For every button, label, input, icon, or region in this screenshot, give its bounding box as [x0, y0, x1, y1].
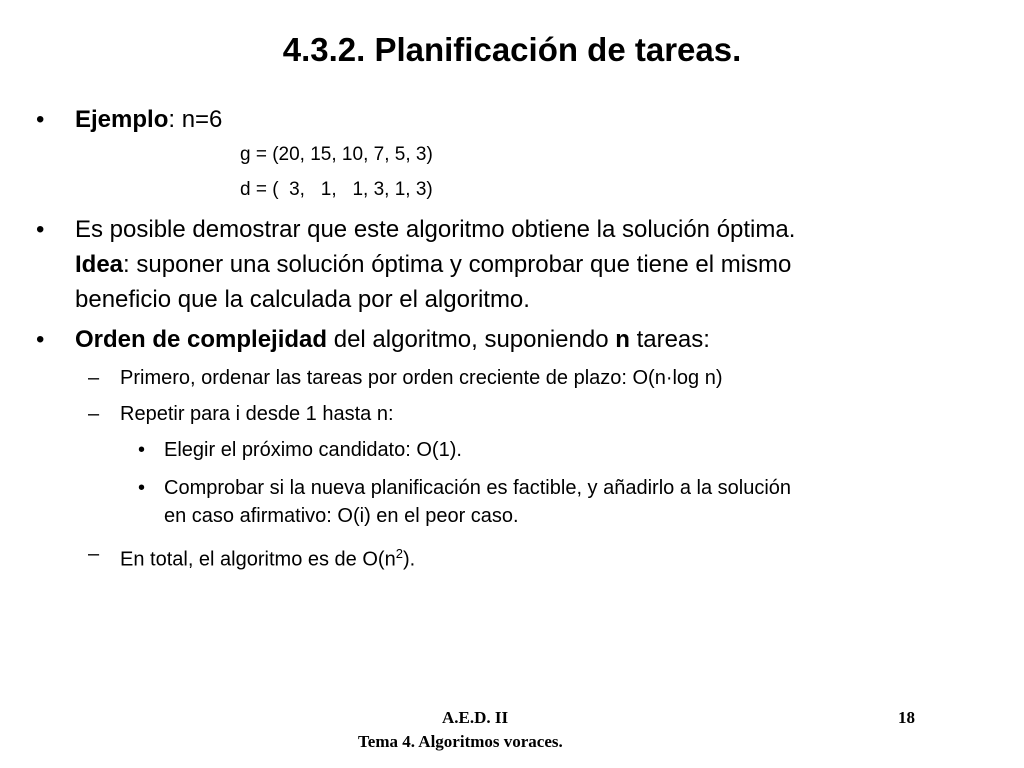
complexity-label: Orden de complejidad [75, 326, 328, 353]
step-repeat-text: Repetir para i desde 1 hasta n: [120, 403, 394, 425]
total-prefix: En total, el algoritmo es de O(n [120, 548, 396, 571]
dash-marker: – [88, 367, 100, 389]
dash-marker: – [88, 543, 100, 565]
complexity-end: tareas: [629, 326, 710, 353]
example-label: Ejemplo [75, 106, 169, 133]
proof-line-2 [75, 247, 975, 282]
bullet-marker: • [36, 326, 45, 353]
d-vector: d = ( 3, 1, 1, 3, 1, 3) [240, 179, 433, 200]
idea-text: : suponer una solución óptima y comprobar que tiene el mismo [123, 251, 792, 278]
substep-check-text [164, 474, 976, 530]
example-n: : n=6 [168, 106, 223, 133]
proof-line-1: Es posible demostrar que este algoritmo obtiene la solución óptima. [75, 216, 796, 243]
complexity-n: n [615, 326, 630, 353]
footer-page-number: 18 [898, 708, 915, 727]
substep-check-line-1: Comprobar si la nueva planificación es factible, y añadirlo a la solución [164, 477, 792, 499]
bullet-complexity-text [75, 322, 975, 357]
bullet-proof-text [75, 212, 975, 317]
bullet-marker: • [138, 477, 146, 499]
substep-candidate-text: Elegir el próximo candidato: O(1). [164, 439, 462, 461]
bullet-marker: • [36, 216, 45, 243]
g-vector: g = (20, 15, 10, 7, 5, 3) [240, 144, 433, 165]
bullet-proof [36, 212, 976, 322]
complexity-mid: del algoritmo, suponiendo [327, 326, 616, 353]
step-sort-text: Primero, ordenar las tareas por orden creciente de plazo: O(n·log n) [120, 367, 723, 389]
bullet-marker: • [138, 439, 146, 461]
total-exponent: 2 [395, 546, 403, 561]
total-suffix: ). [402, 548, 416, 571]
dash-marker: – [88, 403, 100, 425]
step-total-text [120, 540, 940, 574]
idea-label: Idea [75, 251, 124, 278]
bullet-example-text [75, 102, 975, 137]
footer-topic: Tema 4. Algoritmos voraces. [358, 732, 563, 751]
substep-check-line-2: en caso afirmativo: O(i) en el peor caso. [164, 505, 519, 527]
substep-check [138, 474, 978, 534]
footer-course: A.E.D. II [442, 708, 509, 727]
slide-title: 4.3.2. Planificación de tareas. [282, 31, 742, 68]
bullet-marker: • [36, 106, 45, 133]
proof-line-3: beneficio que la calculada por el algoritmo. [75, 286, 530, 313]
